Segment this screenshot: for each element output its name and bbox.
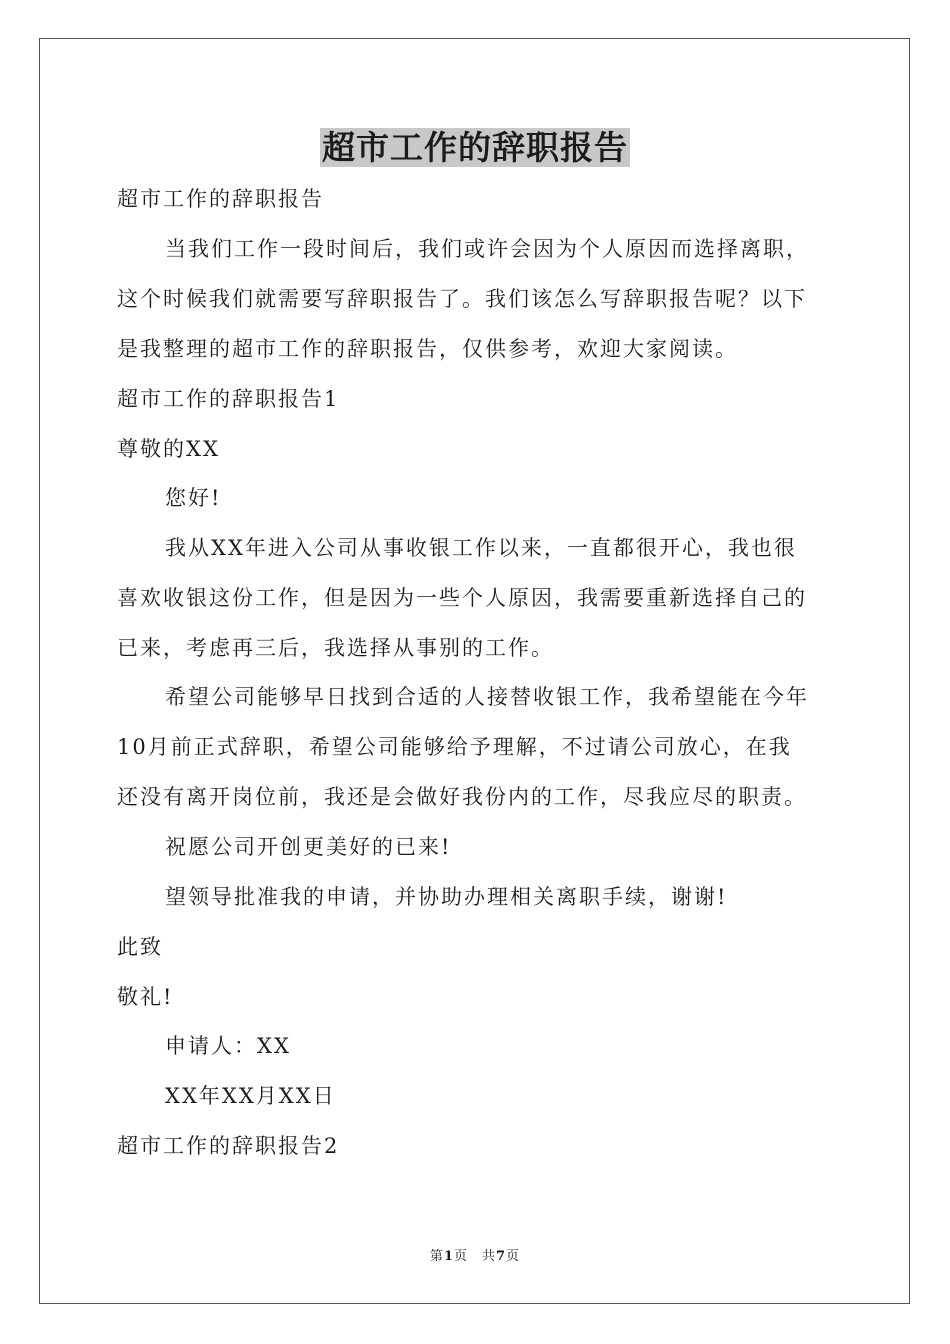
footer-mid: 页 共 — [453, 1249, 496, 1264]
closing-line: 此致 — [117, 935, 163, 959]
paragraph-line: 喜欢收银这份工作，但是因为一些个人原因，我需要重新选择自己的 — [117, 586, 807, 610]
paragraph-line: 还没有离开岗位前，我还是会做好我份内的工作，尽我应尽的职责。 — [117, 785, 807, 809]
paragraph-line: 超市工作的辞职报告 — [117, 187, 324, 211]
date-line: XX年XX月XX日 — [165, 1084, 336, 1108]
salutation: 尊敬的XX — [117, 437, 220, 461]
footer-page-total: 7 — [496, 1249, 507, 1264]
paragraph-line: 这个时候我们就需要写辞职报告了。我们该怎么写辞职报告呢？以下 — [117, 287, 807, 311]
section-heading: 超市工作的辞职报告2 — [117, 1134, 340, 1158]
paragraph-line: 祝愿公司开创更美好的已来! — [165, 835, 452, 859]
paragraph-line: 10月前正式辞职，希望公司能够给予理解，不过请公司放心，在我 — [117, 735, 792, 759]
paragraph-line: 希望公司能够早日找到合适的人接替收银工作，我希望能在今年 — [165, 685, 809, 709]
page-footer — [0, 1248, 950, 1266]
paragraph-line: 已来，考虑再三后，我选择从事别的工作。 — [117, 636, 554, 660]
footer-page-current: 1 — [443, 1249, 454, 1264]
document-title-text: 超市工作的辞职报告 — [322, 128, 628, 167]
paragraph-line: 我从XX年进入公司从事收银工作以来，一直都很开心，我也很 — [165, 536, 797, 560]
closing-line: 敬礼! — [117, 985, 174, 1009]
section-heading: 超市工作的辞职报告1 — [117, 387, 340, 411]
document-title — [0, 124, 950, 172]
footer-suffix: 页 — [506, 1249, 521, 1264]
greeting: 您好! — [165, 486, 222, 510]
footer-prefix: 第 — [429, 1249, 444, 1264]
paragraph-line: 望领导批准我的申请，并协助办理相关离职手续，谢谢! — [165, 885, 728, 909]
paragraph-line: 是我整理的超市工作的辞职报告，仅供参考，欢迎大家阅读。 — [117, 337, 738, 361]
paragraph-line: 当我们工作一段时间后，我们或许会因为个人原因而选择离职， — [165, 237, 809, 261]
applicant-line: 申请人：XX — [165, 1034, 291, 1058]
page-border — [39, 38, 910, 1304]
